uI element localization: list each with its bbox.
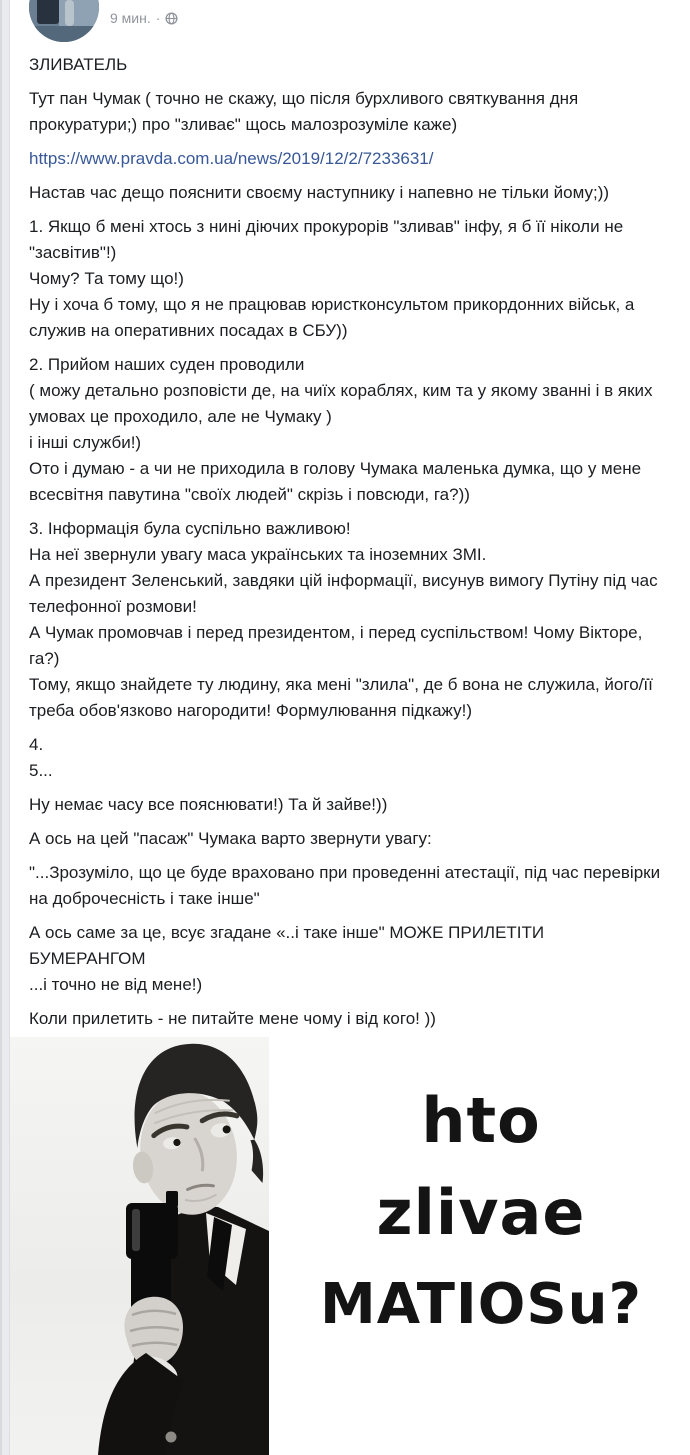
post-title: ЗЛИВАТЕЛЬ [29,55,128,74]
post-paragraph: 1. Якщо б мені хтось з нині діючих прокурорів "зливав" інфу, я б її ніколи не "засвітив"!) Чому? Та тому що!) Ну і хоча б тому, що я не працював юристконсультом прикордонних військ, а служив на оперативних посадах в СБУ)) [29,217,635,340]
globe-icon [165,12,178,25]
avatar-image [29,0,99,42]
post-image[interactable] [10,1037,690,1455]
meme-text-line: zlivae [376,1176,586,1249]
meta-separator: · [155,10,161,26]
post-paragraph: А ось на цей "пасаж" Чумака варто звернути увагу: [29,829,432,848]
post-paragraph: Настав час дещо пояснити своєму наступнику і напевно не тільки йому;)) [29,183,610,202]
post-paragraph: 3. Інформація була суспільно важливою! На неї звернули увагу маса українських та іноземних ЗМІ. А президент Зеленський, завдяки цій інформації, висунув вимогу Путіну під час телефонної розмови! А Чумак промовчав і перед президентом, і перед суспільством! Чому Вікторе, га?) Тому, якщо знайдете ту людину, яка мені "злила", де б вона не служила, його/її треба обов'язково нагородити! Формулювання підкажу!) [29,519,658,720]
avatar[interactable] [29,0,99,42]
facebook-post-card [9,0,690,1455]
post-link-paragraph [29,146,665,172]
post-paragraph: Коли прилетить - не питайте мене чому і від кого! )) [29,1009,436,1028]
meme-text-line: hto [421,1084,541,1157]
timestamp[interactable]: 9 мин. [110,10,151,26]
post-header [10,0,690,40]
post-paragraph: Тут пан Чумак ( точно не скажу, що після бурхливого святкування дня прокуратури;) про "зливає" щось малозрозуміле каже) [29,89,579,134]
post-body-text [10,40,690,1066]
meme-caption [272,1075,690,1351]
post-meta [110,10,178,26]
post-paragraph: 2. Прийом наших суден проводили ( можу детально розповісти де, на чиїх кораблях, ким та у якому званні і в яких умовах це проходило, але не Чумаку ) і інші служби!) Ото і думаю - а чи не приходила в голову Чумака маленька думка, що у мене всесвітня павутина "своїх людей" скрізь і повсюди, га?)) [29,355,653,504]
meme-text-line: MATIOSu? [319,1272,643,1337]
post-link[interactable]: https://www.pravda.com.ua/news/2019/12/2/7233631/ [29,149,434,168]
suit-button [166,1432,177,1443]
post-paragraph: "...Зрозуміло, що це буде враховано при проведенні атестації, під час перевірки на доброчесність і таке інше" [29,863,661,908]
post-paragraph: А ось саме за це, всує згадане «..і таке інше" МОЖЕ ПРИЛЕТІТИ БУМЕРАНГОМ ...і точно не від мене!) [29,923,545,994]
post-paragraph: Ну немає часу все пояснювати!) Та й зайве!)) [29,795,388,814]
post-paragraph: 4. 5... [29,735,53,780]
